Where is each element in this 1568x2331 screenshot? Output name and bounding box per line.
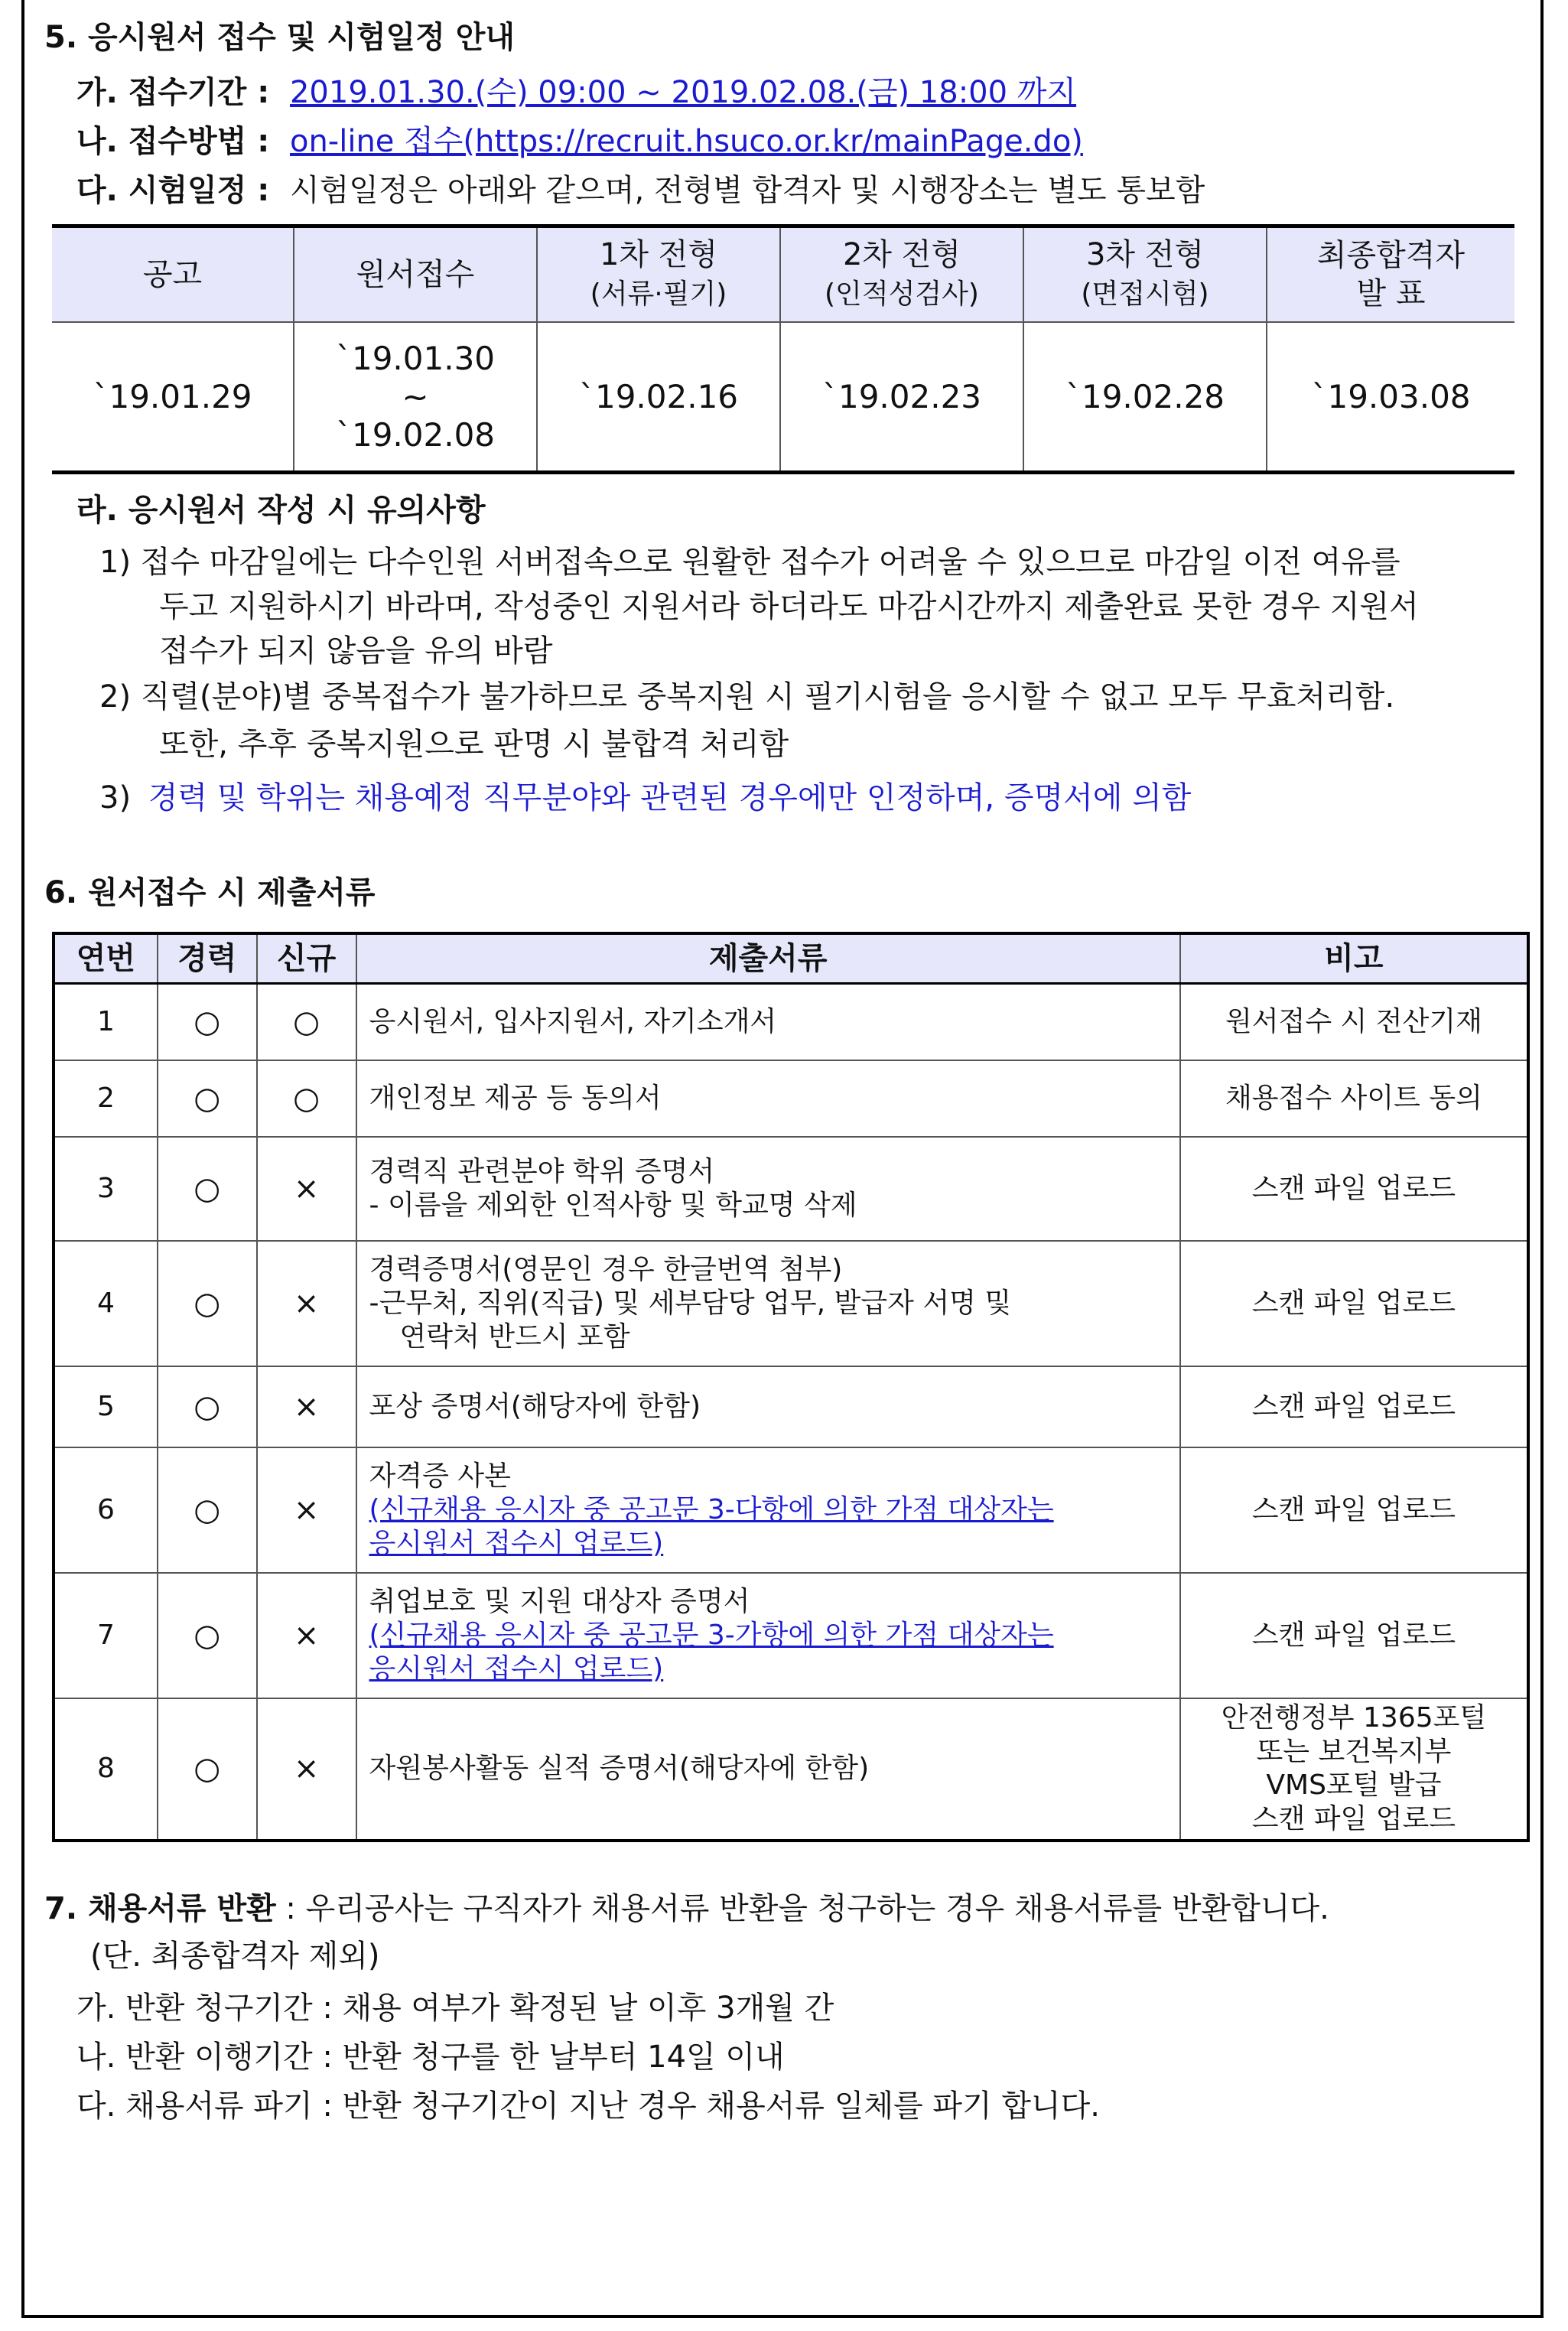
schedule-table (52, 224, 1514, 474)
document-name: 응시원서, 입사지원서, 자기소개서 (356, 984, 1180, 1060)
section7-description: : 우리공사는 구직자가 채용서류 반환을 청구하는 경우 채용서류를 반환합니다. (275, 1891, 1329, 1926)
document-note: 스캔 파일 업로드 (1180, 1241, 1528, 1366)
note-1-line-1: 1) 접수 마감일에는 다수인원 서버접속으로 원활한 접수가 어려울 수 있으므로 마감일 이전 여유를 (99, 545, 1400, 580)
documents-header-cell: 신규 (257, 933, 356, 984)
schedule-header-cell: 최종합격자 발 표 (1267, 226, 1514, 323)
note-2-line-2: 또한, 추후 중복지원으로 판명 시 불합격 처리함 (159, 727, 789, 762)
career-mark: ○ (158, 1137, 257, 1241)
schedule-label: 다. 시험일정 : (76, 173, 270, 208)
row-number: 2 (54, 1060, 158, 1137)
documents-header-cell: 제출서류 (356, 933, 1180, 984)
schedule-data-row (52, 322, 1514, 473)
method-link[interactable]: on-line 접수(https://recruit.hsuco.or.kr/mainPage.do) (289, 124, 1083, 159)
document-note: 원서접수 시 전산기재 (1180, 984, 1528, 1060)
table-row (54, 1573, 1528, 1698)
row-number: 5 (54, 1366, 158, 1447)
period-row (76, 72, 1076, 113)
table-row (54, 984, 1528, 1060)
document-name: 포상 증명서(해당자에 한함) (356, 1366, 1180, 1447)
new-mark: × (257, 1137, 356, 1241)
return-claim-period: 가. 반환 청구기간 : 채용 여부가 확정된 날 이후 3개월 간 (76, 1991, 834, 2026)
schedule-cell-stage2: `19.02.23 (780, 322, 1023, 473)
document-note: 스캔 파일 업로드 (1180, 1366, 1528, 1447)
schedule-header-cell: 원서접수 (294, 226, 537, 323)
table-row (54, 1060, 1528, 1137)
row-number: 3 (54, 1137, 158, 1241)
document-name: 경력증명서(영문인 경우 한글번역 첨부) -근무처, 직위(직급) 및 세부담당 업무, 발급자 서명 및 연락처 반드시 포함 (356, 1241, 1180, 1366)
row-number: 4 (54, 1241, 158, 1366)
career-mark: ○ (158, 1447, 257, 1573)
row-number: 7 (54, 1573, 158, 1698)
document-name: 경력직 관련분야 학위 증명서 - 이름을 제외한 인적사항 및 학교명 삭제 (356, 1137, 1180, 1241)
documents-header-cell: 경력 (158, 933, 257, 984)
row-number: 1 (54, 984, 158, 1060)
schedule-header-row (52, 226, 1514, 323)
schedule-header-cell: 공고 (52, 226, 294, 323)
row-number: 8 (54, 1698, 158, 1841)
notes-title: 라. 응시원서 작성 시 유의사항 (76, 493, 486, 528)
document-note: 채용접수 사이트 동의 (1180, 1060, 1528, 1137)
schedule-cell-notice: `19.01.29 (52, 322, 294, 473)
career-mark: ○ (158, 1698, 257, 1841)
career-mark: ○ (158, 984, 257, 1060)
new-mark: × (257, 1698, 356, 1841)
schedule-header-cell: 3차 전형 (면접시험) (1023, 226, 1267, 323)
document-name: 개인정보 제공 등 동의서 (356, 1060, 1180, 1137)
document-name: 자격증 사본 (신규채용 응시자 중 공고문 3-다항에 의한 가점 대상자는 응시원서 접수시 업로드) (356, 1447, 1180, 1573)
career-mark: ○ (158, 1060, 257, 1137)
table-row (54, 1137, 1528, 1241)
document-note: 스캔 파일 업로드 (1180, 1137, 1528, 1241)
schedule-cell-stage1: `19.02.16 (537, 322, 780, 473)
return-fulfill-period: 나. 반환 이행기간 : 반환 청구를 한 날부터 14일 이내 (76, 2040, 785, 2075)
period-value: 2019.01.30.(수) 09:00 ~ 2019.02.08.(금) 18:00 까지 (289, 75, 1077, 110)
method-label: 나. 접수방법 : (76, 124, 270, 159)
note-3: 3) 경력 및 학위는 채용예정 직무분야와 관련된 경우에만 인정하며, 증명서에 의함 (99, 780, 1192, 816)
schedule-header-cell: 1차 전형 (서류·필기) (537, 226, 780, 323)
schedule-cell-final: `19.03.08 (1267, 322, 1514, 473)
table-row (54, 1366, 1528, 1447)
note-1-line-2: 두고 지원하시기 바라며, 작성중인 지원서라 하더라도 마감시간까지 제출완료 못한 경우 지원서 (159, 589, 1419, 624)
method-row (76, 121, 1083, 162)
documents-header-cell: 비고 (1180, 933, 1528, 984)
section6-title: 6. 원서접수 시 제출서류 (44, 875, 376, 910)
new-mark: ○ (257, 984, 356, 1060)
new-mark: × (257, 1447, 356, 1573)
document-name: 자원봉사활동 실적 증명서(해당자에 한함) (356, 1698, 1180, 1841)
table-row (54, 1447, 1528, 1573)
schedule-cell-application: `19.01.30 ~ `19.02.08 (294, 322, 537, 473)
new-mark: × (257, 1241, 356, 1366)
document-note: 안전행정부 1365포털 또는 보건복지부 VMS포털 발급 스캔 파일 업로드 (1180, 1698, 1528, 1841)
note-2-line-1: 2) 직렬(분야)별 중복접수가 불가하므로 중복지원 시 필기시험을 응시할 수 없고 모두 무효처리함. (99, 679, 1395, 715)
table-row (54, 1698, 1528, 1841)
career-mark: ○ (158, 1241, 257, 1366)
schedule-value: 시험일정은 아래와 같으며, 전형별 합격자 및 시행장소는 별도 통보함 (289, 173, 1205, 208)
documents-table (52, 932, 1530, 1842)
documents-header-row (54, 933, 1528, 984)
document-note: 스캔 파일 업로드 (1180, 1573, 1528, 1698)
career-mark: ○ (158, 1573, 257, 1698)
schedule-row (76, 170, 1205, 211)
table-row (54, 1241, 1528, 1366)
section7-title: 7. 채용서류 반환 (44, 1891, 276, 1926)
section7-exception: (단. 최종합격자 제외) (90, 1939, 380, 1974)
document-name: 취업보호 및 지원 대상자 증명서 (신규채용 응시자 중 공고문 3-가항에 의한 가점 대상자는 응시원서 접수시 업로드) (356, 1573, 1180, 1698)
new-mark: × (257, 1573, 356, 1698)
new-mark: × (257, 1366, 356, 1447)
section5-title: 5. 응시원서 접수 및 시험일정 안내 (44, 20, 515, 55)
note-1-line-3: 접수가 되지 않음을 유의 바람 (159, 633, 553, 669)
career-mark: ○ (158, 1366, 257, 1447)
schedule-header-cell: 2차 전형 (인적성검사) (780, 226, 1023, 323)
section7-title-row (44, 1888, 1329, 1929)
schedule-cell-stage3: `19.02.28 (1023, 322, 1267, 473)
document-disposal: 다. 채용서류 파기 : 반환 청구기간이 지난 경우 채용서류 일체를 파기 합니다. (76, 2088, 1100, 2124)
new-mark: ○ (257, 1060, 356, 1137)
row-number: 6 (54, 1447, 158, 1573)
documents-header-cell: 연번 (54, 933, 158, 984)
period-label: 가. 접수기간 : (76, 75, 270, 110)
document-note: 스캔 파일 업로드 (1180, 1447, 1528, 1573)
